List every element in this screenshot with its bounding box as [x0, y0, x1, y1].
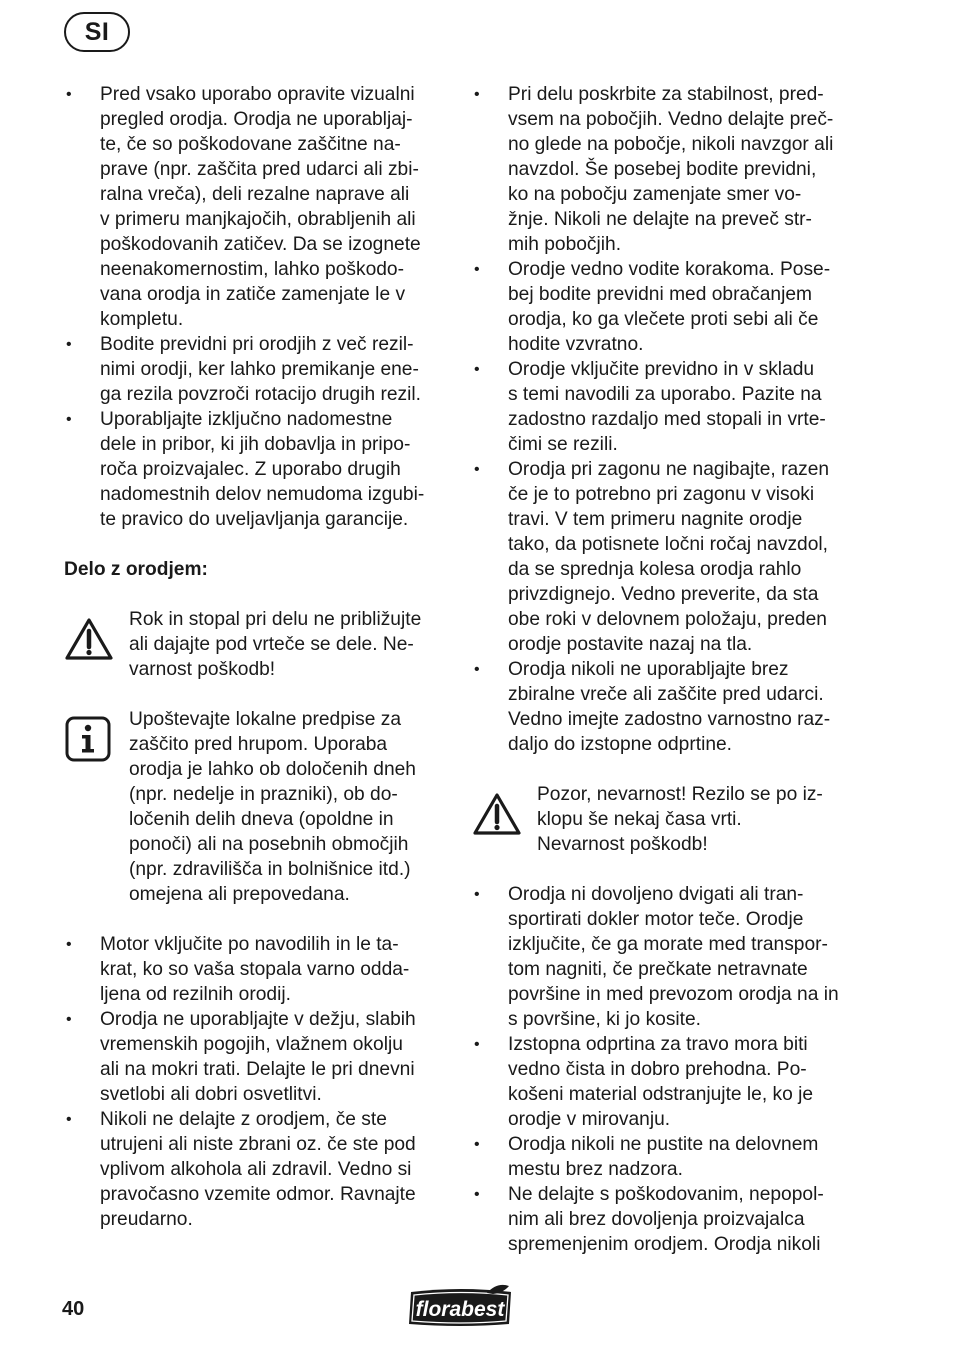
list-item: • Uporabljajte izključno nadomestne dele in pribor, ki jih dobavlja in pripo- roča proizvajalec. Z uporabo drugih nadomestnih delov nemudoma izgubi- te pravico do uveljavljanja garancije. [64, 407, 456, 532]
info-note [64, 707, 456, 907]
list-item: • Motor vključite po navodilih in le ta- krat, ko so vaša stopala varno odda- ljena od rezilnih orodij. [64, 932, 456, 1007]
section-heading: Delo z orodjem: [64, 559, 208, 580]
list-item: • Orodja ne uporabljajte v dežju, slabih vremenskih pogojih, vlažnem okolju ali na mokri trati. Delajte le pri dnevni svetlobi ali dobri osvetlitvi. [64, 1007, 456, 1107]
warning-note-text: Pozor, nevarnost! Rezilo se po iz- klopu še nekaj časa vrti. Nevarnost poškodb! [537, 784, 823, 855]
info-note-text: Upoštevajte lokalne predpise za zaščito pred hrupom. Uporaba orodja je lahko ob določenih dneh (npr. nedelje in prazniki), ob do- ločenih delih dneva (opoldne in ponoči) ali na posebnih območjih (npr. zdravilišča in bolnišnice itd.) omejena ali prepovedana. [129, 709, 416, 905]
list-item: • Orodja nikoli ne uporabljajte brez zbiralne vreče ali zaščite pred udarci. Vedno imejte zadostno varnostno raz- daljo do izstopne odprtine. [472, 657, 864, 757]
list-item: • Izstopna odprtina za travo mora biti vedno čista in dobro prehodna. Po- košeni material odstranjujte le, ko je orodje v mirovanju. [472, 1032, 864, 1132]
list-item: • Orodja ni dovoljeno dvigati ali tran- sportirati dokler motor teče. Orodje izključite, če ga morate med transpor- tom nagniti, če prečkate netravnate površine in med prevozom orodja na in s površine, ki jo kosite. [472, 882, 864, 1032]
language-badge [64, 12, 130, 52]
warning-triangle-icon [64, 617, 114, 661]
list-item: • Nikoli ne delajte z orodjem, če ste utrujeni ali niste zbrani oz. če ste pod vplivom alkohola ali zdravil. Vedno si pravočasno vzemite odmor. Ravnajte preudarno. [64, 1107, 456, 1232]
info-icon [64, 715, 112, 763]
warning-note-text: Rok in stopal pri delu ne približujte ali dajajte pod vrteče se dele. Ne- varnost poškodb! [129, 609, 422, 680]
warning-triangle-icon [472, 792, 522, 836]
list-item: • Orodje vedno vodite korakoma. Pose- bej bodite previdni med obračanjem orodja, ko ga vlečete proti sebi ali če hodite vzvratno. [472, 257, 864, 357]
list-item: • Orodje vključite previdno in v skladu s temi navodili za uporabo. Pazite na zadostno razdaljo med stopali in vrte- čimi se rezili. [472, 357, 864, 457]
warning-note [64, 607, 456, 682]
right-column [472, 82, 864, 1257]
right-bullet-list-bottom [472, 882, 864, 1257]
warning-note [472, 782, 864, 857]
svg-text:florabest: florabest [415, 1298, 505, 1321]
list-item: • Orodja nikoli ne pustite na delovnem mestu brez nadzora. [472, 1132, 864, 1182]
right-bullet-list-top [472, 82, 864, 757]
florabest-logo [405, 1284, 517, 1328]
list-item: • Bodite previdni pri orodjih z več rezil- nimi orodji, ker lahko premikanje ene- ga rezila povzroči rotacijo drugih rezil. [64, 332, 456, 407]
left-bullet-list-bottom [64, 932, 456, 1232]
page-number: 40 [62, 1298, 85, 1320]
list-item: • Pred vsako uporabo opravite vizualni pregled orodja. Orodja ne uporabljaj- te, če so poškodovane zaščitne na- prave (npr. zaščita pred udarci ali zbi- ralna vreča), deli rezalne naprave ali v primeru manjkajočih, obrabljenih ali poškodovanih zatičev. Da se izognete neenakomernostim, lahko poškodo- vana orodja in zatiče zamenjate le v kompletu. [64, 82, 456, 332]
list-item: • Orodja pri zagonu ne nagibajte, razen če je to potrebno pri zagonu v visoki travi. V tem primeru nagnite orodje tako, da potisnete ločni ročaj navzdol, da se sprednja kolesa orodja rahlo privzdignejo. Vedno preverite, da sta obe roki v delovnem položaju, preden orodje postavite nazaj na tla. [472, 457, 864, 657]
left-bullet-list-top [64, 82, 456, 532]
language-code: SI [84, 17, 110, 46]
list-item: • Pri delu poskrbite za stabilnost, pred- vsem na pobočjih. Vedno delajte preč- no glede na pobočje, nikoli navzgor ali navzdol. Še posebej bodite previdni, ko na pobočju zamenjate smer vo- žnje. Nikoli ne delajte na preveč str- mih pobočjih. [472, 82, 864, 257]
list-item: • Ne delajte s poškodovanim, nepopol- nim ali brez dovoljenja proizvajalca spremenjenim orodjem. Orodja nikoli [472, 1182, 864, 1257]
left-column [64, 82, 456, 1232]
